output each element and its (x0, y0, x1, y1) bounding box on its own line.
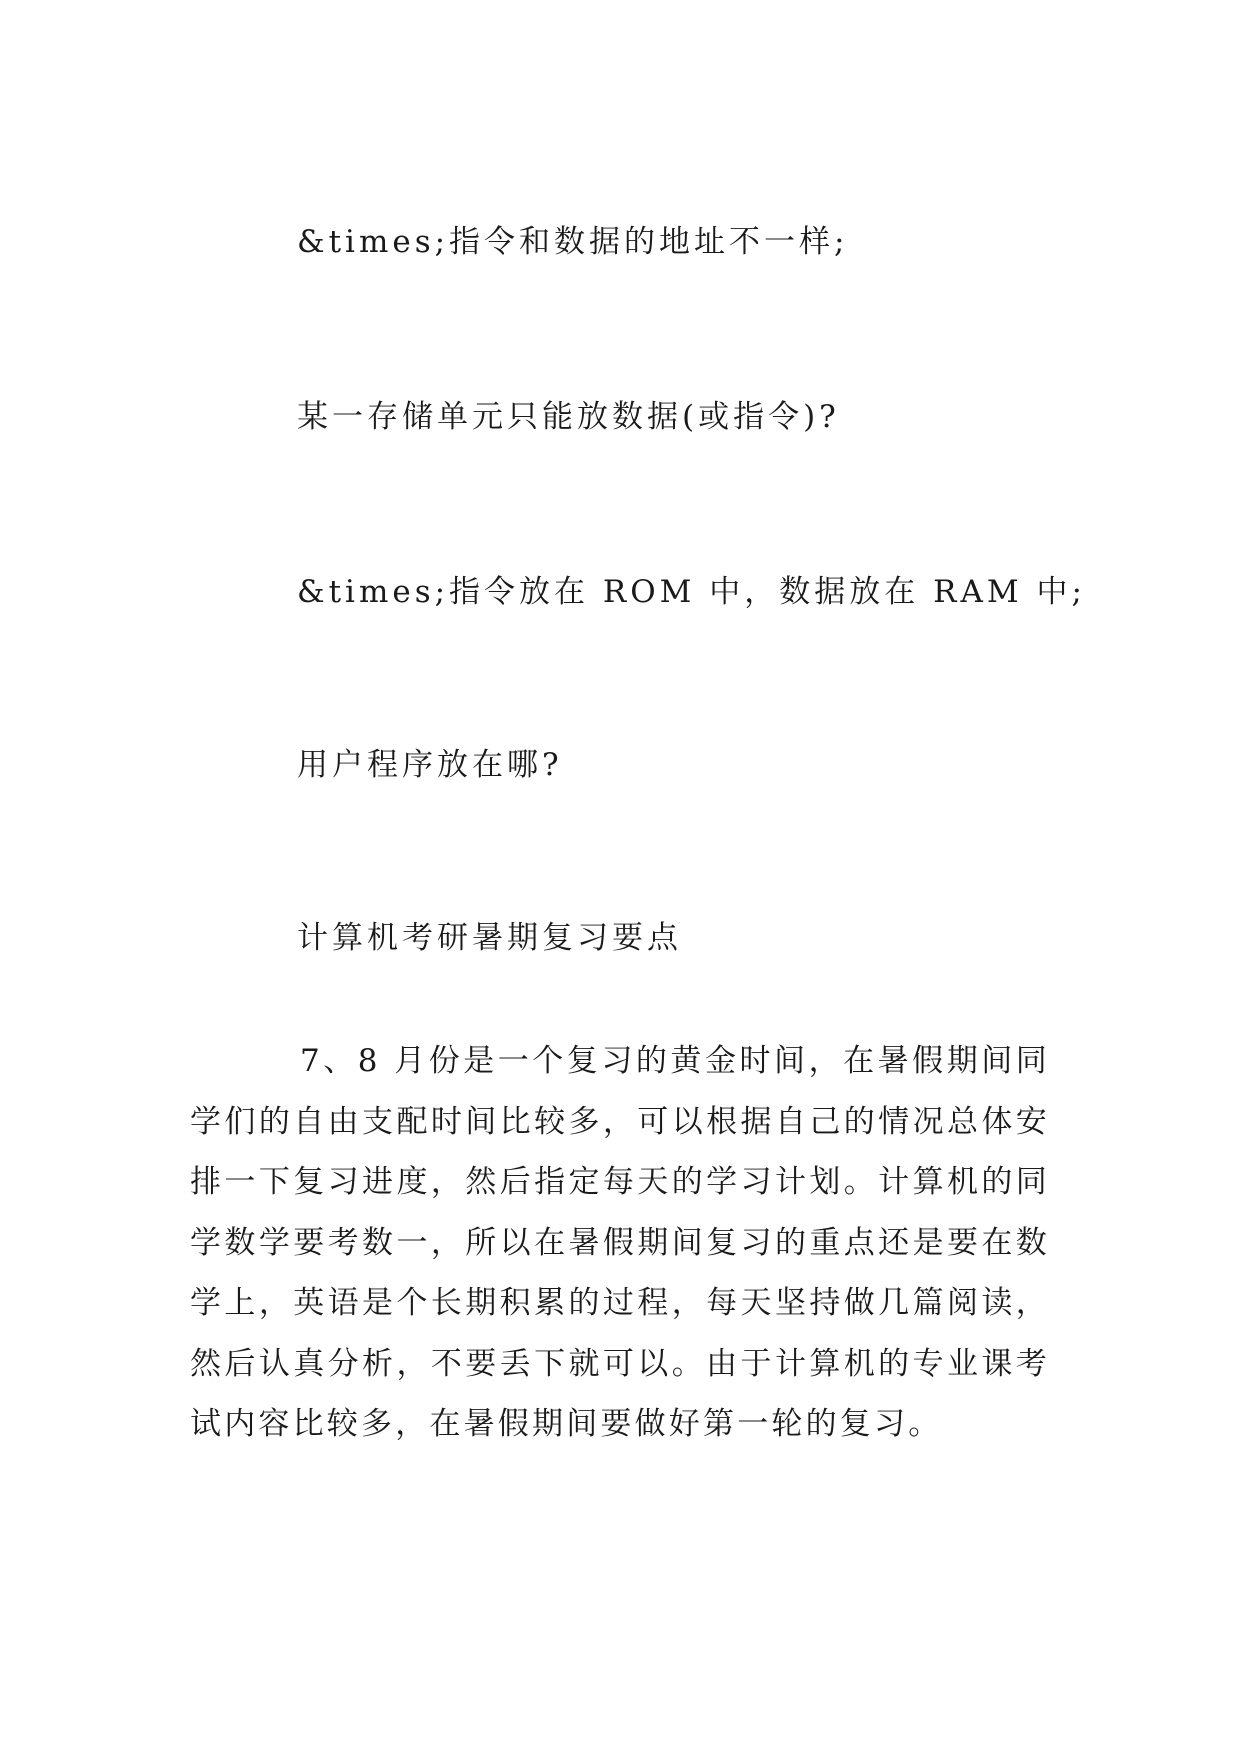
section-heading: 计算机考研暑期复习要点 (297, 920, 682, 956)
text-line-storage-question: 某一存储单元只能放数据(或指令)? (297, 399, 840, 435)
body-paragraph: 7、8 月份是一个复习的黄金时间，在暑假期间同学们的自由支配时间比较多，可以根据自己的情况总体安排一下复习进度，然后指定每天的学习计划。计算机的同学数学要考数一，所以在暑假期间复习的重点还是要在数学上，英语是个长期积累的过程，每天坚持做几篇阅读，然后认真分析，不要丢下就可以。由于计算机的专业课考试内容比较多，在暑假期间要做好第一轮的复习。 (190, 1043, 1050, 1442)
text-line-rom-ram: &times;指令放在 ROM 中，数据放在 RAM 中; (297, 574, 1086, 610)
text-line-address-difference: &times;指令和数据的地址不一样; (297, 224, 849, 260)
text-line-user-program-question: 用户程序放在哪? (297, 747, 563, 783)
